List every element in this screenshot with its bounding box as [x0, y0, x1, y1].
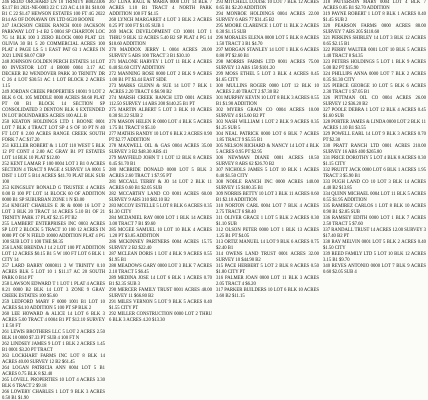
list-entry: 251 KELLER ROBERT & 1 LOT 110 WEST 5 BLK 12 PT CONT 4 2.00 AC GRAY B1 PT ESTATES LOT 14 BLK 10 PLAT $12.00: [2, 144, 105, 161]
list-entry: 295 MOORE CLARENCE 1 LOT 11 BLK 2 ACRES 0.30 $1.15 SUB: [216, 24, 319, 35]
list-entry: 286 MCKINNEY PARTNERS 0004 ACRES 15.75 SURVEY 2 B2 $22.40: [109, 240, 212, 251]
list-entry: 291 MILES VERNON 5 LOT 9 BLK 5 ACRES 0.40 $1.55 CITY PT: [109, 300, 212, 311]
list-entry: 333 PUGH LAND CO 10 LOT 3 BLK 14 ACRES 4.40 B2 $13.85: [323, 180, 426, 191]
list-entry: 319 PAYNE ROBERT 1 LOT 8 BLK 1 ACRES 0.40 $1.45 SUB 2: [323, 12, 426, 23]
list-entry: 327 POOLE DEBRA 1 LOT 12 BLK 4 ACRES 0.45 $1.60 SUB: [323, 108, 426, 119]
list-entry: 280 MCBRIDE DONALD 0000 LOT 5 BLK 3 ACRES 2.60 TRACT 1 $7.95 PT: [109, 168, 212, 179]
list-entry: 272 MANNING ROSE 0000 LOT 2 BLK 9 ACRES 1.00 B1 PT $3.44 EAST SIDE: [109, 72, 212, 83]
list-entry: 258 LAWSON EDWARD T 1 LOT 1 PLAT 4 ACRES 8.21 0000 B2 BLK 14 LOT 3 ZONE 9 GRAY CREEK ESTATES 100 $5.60: [2, 282, 105, 299]
list-entry: 279 MAYFIELD JOHN T 1 LOT 12 BLK 8 ACRES 0.45 $1.70 B1: [109, 156, 212, 167]
list-entry: 257 LARD BARRY 0000811 2 W TRINITY 0.10 ACRES BLK 5 LOT 10 1 $11.17 AC 20 SOUTH PARK 0 B14 PT: [2, 264, 105, 281]
column-2: [109, 0, 212, 400]
list-entry: 270 MADDOX JERRY L 0004 ACRES 20.00 SURVEY 5 ABS 100 TRACT 3 B1 $30.10: [109, 48, 212, 59]
list-entry: 306 NEWMAN DIANE 0001 ACRES 18.50 SURVEY 8 ABS 62 $26.70 B2: [216, 156, 319, 167]
list-entry: 261 LEWIS BROTHERS LLC 5 LOT 2 ACRES 2.50 BLK 10 0000 $7.33 PT SUB 4 100 FT N: [2, 330, 105, 341]
list-entry: 247 JACKSON CREEK RANCH 0010 JACKSON PARKWAY LOT 1-4 B2 5 0004 SP CHARTON LOC 7G 14 BLK 100 3 ZERO BLOCK 0000 PLAT 121 OLIVIA 30 B1 5 20 COMMERCIAL ACRES 100 PLAT 4 PAGE LS 5 1 EAST PAT 63 1 ACRES IN 2021 LINE $0.07 CRP: [2, 24, 105, 59]
list-entry: 334 QUINN MICHAEL 0004 LOT 11 BLK 5 ACRES 0.55 $1.95 ADDITION: [323, 192, 426, 203]
list-entry: 264 LOGAN PATRICIA ANN 0004 LOT 5 B1 ACRES 0.75 BLK 8 $2.40: [2, 366, 105, 377]
list-entry: 277 MATHIS RANDY 10 LOT 6 BLK 2 ACRES 0.90 PT $2.77 ADDITION: [109, 132, 212, 143]
list-entry: 267 LUNA RAUL & MARIA 0000 LOT 14 BLK 7 ACRES 1.10 B1 TRACT 4 NORTH PARK ADDITION 100 FT $4.15: [109, 0, 212, 17]
list-entry: 315 PACE HERBERT 5 LOT 2 BLK 8 ACRES 0.50 $1.80 CITY PT: [216, 264, 319, 275]
list-entry: 290 MERCER FAMILY TRUST 0001 ACRES 48.00 SURVEY 11 $66.80 B2: [109, 288, 212, 299]
list-entry: 254 KNIGHT CHARLES E JR & 0000 16 LOT 2 LOT 3 BLK 20 TRACT 14 ACRES 5.10 B1 OF 21 TRINITY PARK 17 PLAT $2.15 PT B2: [2, 204, 105, 221]
list-entry: 316 PALMER JOAN 0000 LOT 11 BLK 3 ACRES 2.05 TRACT 4 $6.20: [216, 276, 319, 287]
list-entry: 332 PRUITT JACK 0000 LOT 6 BLK 1 ACRES 1.95 TRACT 3 $5.90 B1: [323, 168, 426, 179]
list-entry: 265 LOVELL PROPERTIES 10 LOT 4 ACRES 3.30 BLK 6 TRACT 2 $9.18: [2, 378, 105, 389]
list-entry: 305 NELSON RICHARD & NANCY 14 LOT 4 BLK 5 ACRES 0.95 PT $2.95: [216, 144, 319, 155]
list-entry: 335 RAMIREZ CARLOS 1 LOT 8 BLK 10 ACRES 0.90 B1 $2.85 SUB: [323, 204, 426, 215]
list-entry: 288 MEADOWS GARY 0000 LOT 3 BLK 7 ACRES 2.10 TRACT 5 $6.45: [109, 264, 212, 275]
list-entry: 321 PERKINS SHIRLEY 14 LOT 3 BLK 12 ACRES 0.65 $2.15 B1: [323, 36, 426, 47]
list-entry: 273 MARKS GLENN & SUE 14 LOT 7 BLK 1 ACRES 2.20 TRACT 6 $6.90 B2: [109, 84, 212, 95]
list-entry: 249 JORDAN CREEK PROPERTIES 10001 9 LOT 2 BLK 6 OL 105 MIDDLE 0000 ACRES $0.68 PLAT PT 00 B1 BLOCK 14 SECTION SP CONSOLIDATED 3 DENTON BLK 6 EXTENDED IN LOT BOUNDARIES ACRES 100 ALL B: [2, 90, 105, 119]
list-entry: 268 LYNCH MARGARET 4 LOT 3 BLK 2 ACRES 0.25 PT 100 FT $1.05 SUB 1: [109, 18, 212, 29]
list-entry: 340 REYES ANTONIO 0000 LOT 7 BLK 9 ACRES 0.60 $2.05 SUB 4: [323, 264, 426, 275]
list-entry: 322 PERRY WALTER 0001 LOT 10 BLK 5 ACRES 1.40 TRACT 8 $4.35: [323, 48, 426, 59]
list-entry: 339 REED FAMILY LTD 5 LOT 10 BLK 12 ACRES 3.15 B1 $9.70: [323, 252, 426, 263]
list-entry: 276 MASON HELEN R 0000 LOT 4 BLK 5 ACRES 1.75 B1 TRACT 8 $5.10: [109, 120, 212, 131]
list-entry: 309 NORRIS BETTY 10 LOT 3 BLK 11 ACRES 0.60 B1 $2.10 ADDITION: [216, 192, 319, 203]
list-entry: 325 PIERCE GEORGE 10 LOT 5 BLK 6 ACRES 2.30 TRACT 1 $7.05 B1: [323, 84, 426, 95]
list-entry: 260 LEE HOWARD & ALICE 14 LOT 6 BLK 3 ACRES 5.00 TRACT 4 0004 B1 PT $12.10 SURVEY 1 E 50 FT: [2, 312, 105, 329]
list-entry: 287 MCLEAN DORIS 1 LOT 4 BLK 9 ACRES 0.55 $1.95 B1: [109, 252, 212, 263]
list-entry: 329 POWELL EARL 14 LOT 9 BLK 3 ACRES 0.70 PT $2.30: [323, 132, 426, 143]
list-entry: 250 KEATON HOLDINGS LTD 1 BOONE 0001 LOT 7 BLK 4 TRACT LOT SP 4 S OF 10 PT N 40 FT LOT 8 2.00 ACRES RANGE CREEK SOUTH FORK 7 AC $17.20: [2, 120, 105, 143]
list-entry: 298 MORRIS FARMS LTD 0001 ACRES 75.00 SURVEY 13 ABS 150 $101.20: [216, 60, 319, 71]
list-entry: 266 LOWERY CHARLES 1 LOT 9 BLK 3 ACRES 0.50 B1 $1.90: [2, 390, 105, 400]
list-entry: 256 LANE BRENDA J 14 2 LOT 100 PT ADDITION LOT 12 ACRES $0.15 B1 5 W 100 FT LOT 6 BLK 1 CITY 14: [2, 246, 105, 263]
list-entry: 328 PORTER JAMES & LINDA 0000 LOT 2 BLK 11 ACRES 1.10 B1 $3.55: [323, 120, 426, 131]
list-entry: 255 LAMBERT ENTERPRISES INC 0003 ACRES SP LOT 2 BLOCK 5 TRACT 10 100 12 ACRES IN 0000 PT OF N FIELD 10000 ADDITION PLAT 4 PG 100 SUB LOT 1 100 THE $8.35: [2, 222, 105, 245]
list-entry: 317 PARKER BUILDERS 10 LOT 6 BLK 10 ACRES 3.60 B2 $11.15: [216, 288, 319, 299]
list-entry: 278 MAXWELL OIL & GAS 0004 ACRES 35.00 SURVEY 3 B2 $48.30 ABS 41: [109, 144, 212, 155]
list-entry: 248 JOHNSON GOLDEN PERCH ESTATES 14 LOT 00 INVESTOR LOT 4 B0000 0004 3.17 AC DECKER B2 WENDOVER PARK 30 TRINITY DR C 26 4 LOT $30.51 AC 1 LOT BLOCK 2 ACRES 1.15: [2, 60, 105, 89]
list-entry: 292 MILLER CONSTRUCTION 0000 LOT 2 THRU 6 BLK 3 ACRES 4.20 $13.30: [109, 312, 212, 323]
list-entry: 330 PRATT RANCH LTD 0001 ACRES 210.00 SURVEY 16 ABS 400 $265.80: [323, 144, 426, 155]
list-entry: 289 MEDINA JOSE 14 LOT 6 BLK 1 ACRES 0.70 B1 $2.35 SUB 3: [109, 276, 212, 287]
list-entry: 281 MCCALL TERRY & JO 14 LOT 2 BLK 11 ACRES 0.60 B1 $2.05 SUB: [109, 180, 212, 191]
list-entry: 323 PETERS HOLDINGS 5 LOT 1 BLK 9 ACRES 5.00 B2 PT $15.90: [323, 60, 426, 71]
list-entry: 310 NORTON CARL 0004 LOT 7 BLK 4 ACRES 2.75 TRACT 6 $8.40: [216, 204, 319, 215]
list-entry: 263 LOCKHART FARMS INC LOT 8 BLK 14 ACRES 40.00 SURVEY 12 B2 $61.45: [2, 354, 105, 365]
list-entry: 275 MARTIN ALBERT 5 LOT 3 BLK 10 ACRES 0.30 $1.22 SUB 2: [109, 108, 212, 119]
list-entry: 269 MACK DEVELOPMENT CO 10001 LOT 1 THRU 9 BLK 12 ACRES 5.40 B2 SP PLAT 4 PG 14 $18.60 ADDITION: [109, 30, 212, 47]
column-3: [216, 0, 319, 400]
list-entry: 301 MURPHY KEVIN 10 LOT 8 BLK 3 ACRES 0.55 B1 $1.90 ADDITION: [216, 96, 319, 107]
list-entry: 302 MYERS GRAIN CO 0004 ACRES 10.00 SURVEY 4 $15.60 B2 PT: [216, 108, 319, 119]
list-entry: 293 MITCHELL LOUISE 10 LOT 7 BLK 12 ACRES 0.65 B1 $2.20 ADDITION: [216, 0, 319, 11]
list-entry: 294 MONROE HOLDINGS 0004 ACRES 22.00 SURVEY 6 ABS 77 $31.45 B2: [216, 12, 319, 23]
list-entry: 311 OLIVER GRACE 1 LOT 5 BLK 2 ACRES 0.30 $1.10 SUB: [216, 216, 319, 227]
text-columns: [2, 0, 426, 400]
list-entry: 299 MOSS ETHEL 5 LOT 3 BLK 4 ACRES 0.45 $1.65 CITY: [216, 72, 319, 83]
list-entry: 271 MALONE HARVEY 1 LOT 11 BLK 4 ACRES 0.40 $1.60 CITY ADDITION: [109, 60, 212, 71]
column-4: [323, 0, 426, 400]
column-1: [2, 0, 105, 400]
list-entry: 314 OWENS LAND TRUST 0001 ACRES 32.00 SURVEY 10 $44.90 B2: [216, 252, 319, 263]
list-entry: 326 PITTMAN OIL CO 0004 ACRES 26.00 SURVEY 12 $36.20 B2: [323, 96, 426, 107]
list-entry: 331 PRICE DOROTHY 5 LOT 4 BLK 8 ACRES 0.30 $1.15 CITY: [323, 156, 426, 167]
list-entry: 252 KENT LAMAR F 100 0004 LOT 3 B1 0 ACRES SECTION 4 TRACT 9 PAGE 4 SURVEY 1A 0001 5 DIST 1 LOT 5 B14 ACRES $41.70 PLAT BLK SUB 100: [2, 162, 105, 185]
list-entry: 337 RANDALL TRUST 14 ACRES 12.00 SURVEY 3 $17.40 B2 PT: [323, 228, 426, 239]
list-entry: 274 MARSH CREEK RANCH LTD 0001 ACRES 112.50 SURVEY 14 ABS 200 $140.25 B1 PT: [109, 96, 212, 107]
list-entry: 282 MCCARTHY LAND CO 0001 ACRES 60.00 SURVEY 9 ABS 310 $82.10 B2: [109, 192, 212, 203]
list-entry: 300 MULLINS ROGER 0000 LOT 12 BLK 10 ACRES 2.40 TRACT 2 $7.30 B2: [216, 84, 319, 95]
list-entry: 304 NEAL PATRICK 0000 LOT 6 BLK 7 ACRES 1.85 TRACT 9 $5.55 B1: [216, 132, 319, 143]
list-entry: 318 PATTERSON MARY 0004 LOT 4 BLK 7 ACRES 0.85 B1 $2.70 ADDITION: [323, 0, 426, 11]
list-entry: 324 PHILLIPS ANNA 0000 LOT 7 BLK 2 ACRES 0.35 $1.30 CITY: [323, 72, 426, 83]
list-entry: 253 KINGSLEY RONALD G TRUSTEE 4 ACRES 0.00 B 100 PT LOT 14 BLOCK 60 OF ADDITION 0000 B1 SP SUBURBAN ZONE 1 N $3.00: [2, 186, 105, 203]
list-entry: 283 MCCOY ESTELLE 5 LOT 8 BLK 6 ACRES 0.35 $1.30 CITY: [109, 204, 212, 215]
list-entry: 336 RAMSEY EDITH 0000 LOT 1 BLK 7 ACRES 2.50 TRACT 5 $7.60: [323, 216, 426, 227]
list-entry: 296 MORALES ELENA 0000 LOT 5 BLK 8 ACRES 1.50 TRACT 3 B1 $4.70: [216, 36, 319, 47]
list-entry: 303 NASH WILLIAM 1 LOT 2 BLK 9 ACRES 0.35 $1.25 SUB 5: [216, 120, 319, 131]
list-entry: 320 PEARSON FARMS 0000 ACRES 88.00 SURVEY 7 ABS 205 $118.60: [323, 24, 426, 35]
list-entry: 262 LINDSEY JAMES 9 LOT 1 BLK 2 ACRES 1.45 B1 0001 $3.20 PT TRACT: [2, 342, 105, 353]
list-entry: 313 ORTIZ MANUEL 14 LOT 9 BLK 6 ACRES 0.75 $2.40 B1: [216, 240, 319, 251]
list-entry: 308 NOBLE RANCH INC 0000 ACRES 140.00 SURVEY 15 $180.35 B1: [216, 180, 319, 191]
list-entry: 284 MCDANIEL RAY 0000 LOT 1 BLK 14 ACRES 3.00 TRACT 7 B1 $9.60: [109, 216, 212, 227]
list-entry: 338 RAY MELVIN 0001 LOT 5 BLK 2 ACRES 0.40 $1.50 CITY: [323, 240, 426, 251]
list-entry: 259 LEDFORD MARY F 0000 1001 B1 LOT 10 ACRES $4.10 ADDITION 5 100 PT SP BLK 2: [2, 300, 105, 311]
list-entry: 312 OLSON PETER 0000 LOT 1 BLK 13 ACRES 1.25 B1 PT $4.05: [216, 228, 319, 239]
list-entry: 285 MCGEE SAMUEL 10 LOT 10 BLK 4 ACRES 1.20 PT $3.85 ADDITION: [109, 228, 212, 239]
list-entry: 307 NICHOLS JAMES 5 LOT 10 BLK 1 ACRES 0.40 $1.50 CITY: [216, 168, 319, 179]
list-entry: 246 REDD ORCHARD LN 10 TRINITY B0023306 $3.17 B1 2021-NE-0003 22 C 123 AC 4.10 B1 $10.00 B1 C 22 $1.47 HEWSON ESTATES 100 FT 4G 2022 B14 AS OF DONAVAN ON LTD 6G20 BOONE: [2, 0, 105, 23]
list-entry: 297 MORGAN STANLEY 14 LOT 1 BLK 6 ACRES 0.80 PT $2.60 B1: [216, 48, 319, 59]
